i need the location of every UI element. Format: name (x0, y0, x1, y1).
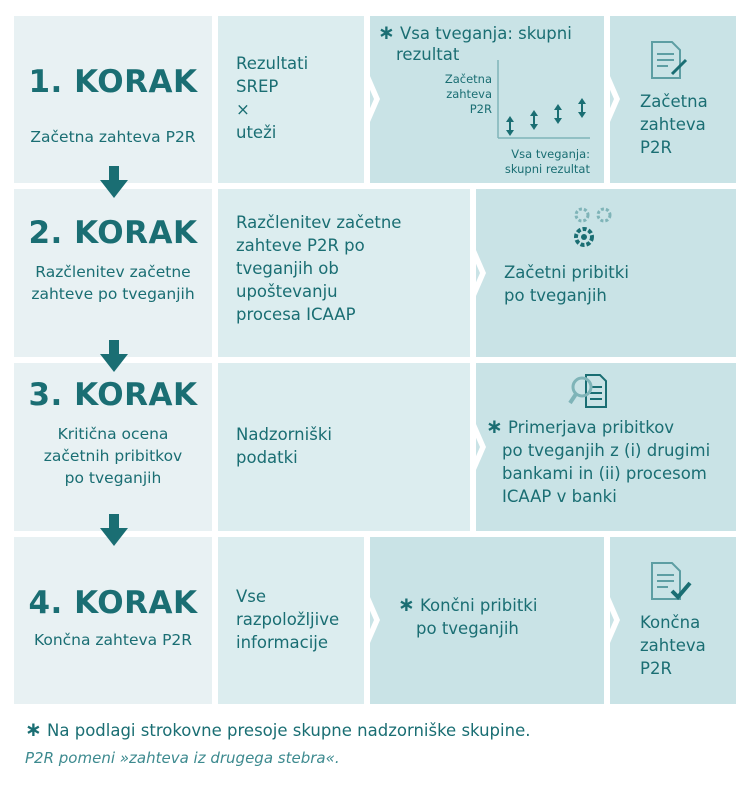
down-arrow-icon (99, 166, 129, 200)
row-2-input-text: Razčlenitev začetne zahteve P2R po tveganjih ob upoštevanju procesa ICAAP (236, 213, 402, 324)
row-1-output-text: Začetna zahteva P2R (640, 92, 708, 157)
chevron-right-icon (470, 250, 486, 296)
row-3-input (218, 363, 470, 531)
chart-y-label: Začetna zahteva P2R (444, 72, 492, 116)
range-arrow-icon (506, 98, 586, 136)
document-pen-icon (648, 40, 690, 82)
row-1-output (610, 16, 736, 183)
step-3-title: 3. KORAK (28, 377, 198, 413)
row-3-output-text: ∗ Primerjava pribitkov po tveganjih z (i) drugimi bankami in (ii) procesom ICAAP v banki (486, 414, 711, 506)
row-2-output (476, 189, 736, 357)
chart-x-label: Vsa tveganja: skupni rezultat (504, 147, 590, 176)
document-check-icon (648, 561, 694, 603)
row-4-mid (370, 537, 604, 704)
step-1-box (14, 16, 212, 183)
row-4-mid-text: ∗ Končni pribitki po tveganjih (398, 592, 538, 638)
row-4-input (218, 537, 364, 704)
step-2-title: 2. KORAK (28, 215, 198, 251)
step-2-box (14, 189, 212, 357)
row-3-output (476, 363, 736, 531)
row-4-output (610, 537, 736, 704)
step-3-box (14, 363, 212, 531)
step-3-subtitle: Kritična ocena začetnih pribitkov po tveganjih (43, 425, 183, 487)
row-1-input-text: Rezultati SREP × uteži (236, 54, 309, 142)
chevron-right-icon (470, 424, 486, 470)
row-4-output-text: Končna zahteva P2R (640, 613, 706, 678)
step-4-box (14, 537, 212, 704)
row-3-input-text: Nadzorniški podatki (236, 425, 332, 467)
down-arrow-icon (99, 340, 129, 374)
mini-chart (494, 56, 594, 152)
abbreviation-note: P2R pomeni »zahteva iz drugega stebra«. (25, 749, 340, 767)
chevron-right-icon (604, 597, 620, 643)
step-4-title: 4. KORAK (28, 585, 198, 621)
chevron-right-icon (364, 76, 380, 122)
row-1-chart-title: ∗ Vsa tveganja: skupni rezultat (378, 20, 572, 64)
row-2-input (218, 189, 470, 357)
down-arrow-icon (99, 514, 129, 548)
gears-icon (570, 203, 620, 249)
magnifier-document-icon (568, 371, 612, 411)
row-4-input-text: Vse razpoložljive informacije (236, 587, 340, 652)
chevron-right-icon (364, 597, 380, 643)
chevron-right-icon (604, 76, 620, 122)
row-1-chart-box (370, 16, 604, 183)
footnote: ∗ Na podlagi strokovne presoje skupne nadzorniške skupine. (25, 717, 531, 741)
step-1-title: 1. KORAK (28, 64, 198, 100)
row-1-input (218, 16, 364, 183)
row-2-output-text: Začetni pribitki po tveganjih (504, 263, 629, 305)
step-2-subtitle: Razčlenitev začetne zahteve po tveganjih (31, 263, 195, 303)
step-1-subtitle: Začetna zahteva P2R (30, 128, 196, 146)
step-4-subtitle: Končna zahteva P2R (33, 631, 193, 649)
